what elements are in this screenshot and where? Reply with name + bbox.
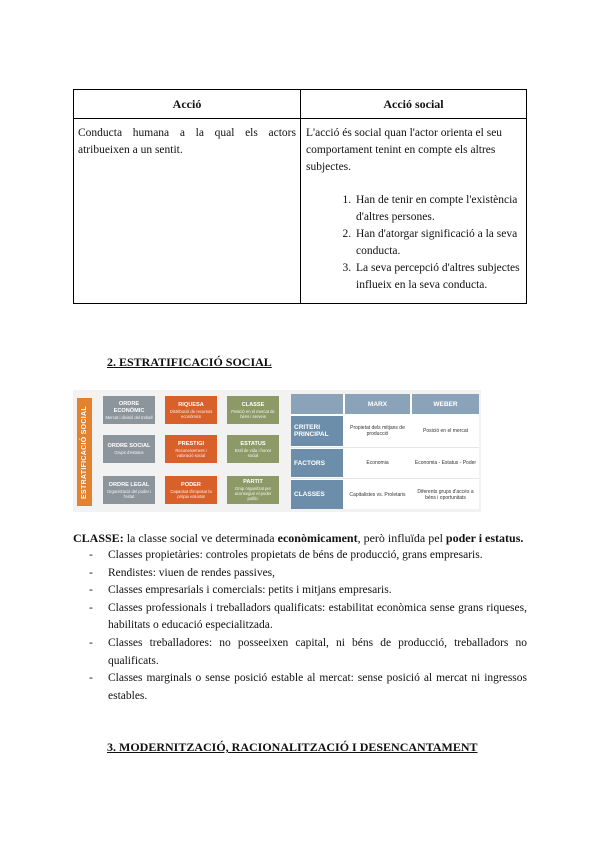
list-item: 2. Han d'atorgar significació a la seva conducta. — [354, 226, 520, 260]
header-marx: MARX — [345, 394, 410, 414]
row-divider — [291, 447, 479, 448]
classe-text: , però influïda pel — [357, 531, 446, 545]
list-item: - Classes empresarials i comercials: petits i mitjans empresaris. — [89, 582, 527, 600]
row-label-classes: CLASSES — [291, 480, 343, 509]
box-poder: PODER Capacitat d'imposar la pròpia voluntat — [165, 476, 217, 504]
cell-weber-classes: Diferents grups d'accés a béns i oportunitats — [417, 488, 474, 501]
cell-weber-criteri: Posició en el mercat — [422, 428, 469, 434]
accio-table — [73, 89, 527, 304]
cell-weber-factors: Economia - Estatus - Poder — [414, 460, 477, 466]
cell-marx-criteri: Propietat dels mitjans de producció — [350, 425, 405, 437]
list-item: 1. Han de tenir en compte l'existència d'altres persones. — [354, 192, 520, 226]
list-item: 3. La seva percepció d'altres subjectes influeix en la seva conducta. — [354, 260, 520, 294]
accio-header: Acció — [74, 90, 301, 119]
row-label-factors: FACTORS — [291, 449, 343, 477]
box-ordre-economic: ORDRE ECONÒMIC Mercat i divisió del treball — [103, 396, 155, 424]
accio-social-header: Acció social — [301, 90, 527, 119]
section-title-estratificacio: 2. ESTRATIFICACIÓ SOCIAL — [107, 355, 272, 369]
box-ordre-social: ORDRE SOCIAL Grups d'estatus — [103, 435, 155, 463]
header-weber: WEBER — [412, 394, 479, 414]
marx-weber-table — [291, 394, 479, 509]
row-label-criteri: CRITERI PRINCIPAL — [291, 416, 343, 446]
box-riquesa: RIQUESA Distribució de recursos econòmics — [165, 396, 217, 424]
accio-social-definition: L'acció és social quan l'actor orienta el seu comportament tenint en compte els altres subjectes. — [306, 127, 503, 173]
accio-cell — [74, 119, 301, 304]
list-item: - Classes propietàries: controles propietats de béns de producció, grans empresaris. — [89, 547, 527, 565]
table-corner — [291, 394, 343, 414]
row-divider — [291, 478, 479, 479]
classe-paragraph — [73, 529, 543, 547]
classe-emphasis: econòmicament — [277, 531, 358, 545]
classe-text: la classe social ve determinada — [123, 531, 278, 545]
classe-emphasis: poder i estatus. — [445, 531, 524, 545]
stratification-figure — [73, 390, 481, 512]
box-estatus: ESTATUS Estil de vida i honor social — [227, 435, 279, 463]
list-item: - Rendistes: viuen de rendes passives, — [89, 565, 527, 583]
box-partit: PARTIT Grup organitzat per aconseguir el poder polític — [227, 476, 279, 504]
cell-marx-factors: Economia — [366, 460, 389, 466]
section-title-modernitzacio: 3. MODERNITZACIÓ, RACIONALITZACIÓ I DESENCANTAMENT — [107, 740, 478, 754]
box-ordre-legal: ORDRE LEGAL Organització del poder i l'estat — [103, 476, 155, 504]
classes-list — [89, 547, 527, 705]
figure-vertical-label: ESTRATIFICACIÓ SOCIAL — [77, 398, 92, 506]
accio-social-cell — [301, 119, 527, 304]
box-prestigi: PRESTIGI Reconeixement i valoració social — [165, 435, 217, 463]
cell-marx-classes: Capitalistes vs. Proletaris — [349, 491, 406, 498]
accio-definition: Conducta humana a la qual els actors atribueixen a un sentit. — [78, 127, 296, 156]
list-item: - Classes marginals o sense posició estable al mercat: sense posició al mercat ni ingressos estables. — [89, 670, 527, 705]
list-item: - Classes treballadores: no posseeixen capital, ni béns de producció, treballadors no qualificats. — [89, 635, 527, 670]
classe-label: CLASSE: — [73, 531, 124, 545]
box-classe: CLASSE Posició en el mercat de béns i serveis — [227, 396, 279, 424]
accio-social-list — [306, 192, 520, 294]
list-item: - Classes professionals i treballadors qualificats: estabilitat econòmica sense grans riqueses, habilitats o educació especialitzada. — [89, 600, 527, 635]
